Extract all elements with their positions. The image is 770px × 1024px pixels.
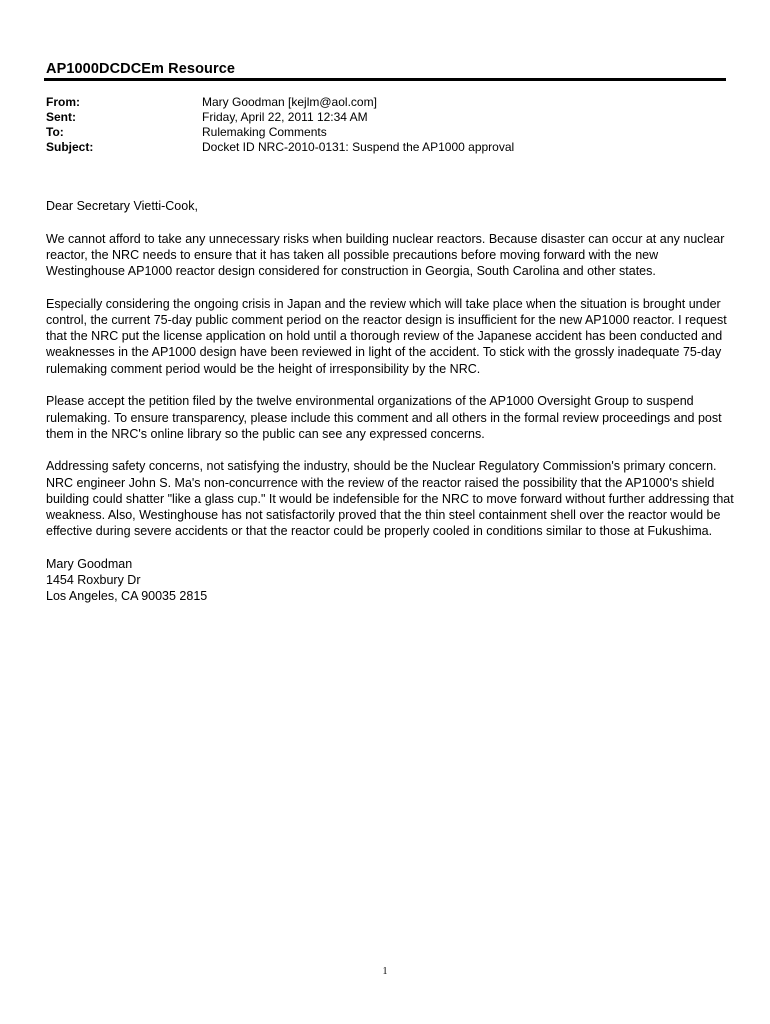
from-label: From:	[46, 95, 80, 109]
email-header-fields	[46, 95, 514, 155]
header-divider	[44, 78, 726, 81]
to-label: To:	[46, 125, 64, 139]
body-paragraph: Please accept the petition filed by the twelve environmental organizations of the AP1000 Oversight Group to suspend rulemaking. To ensure transparency, please include this comment and all others in the formal review proceedings and post them in the NRC's online library so the public can see any expressed concerns.	[46, 394, 722, 441]
body-paragraph: We cannot afford to take any unnecessary risks when building nuclear reactors. Because disaster can occur at any nuclear reactor, the NRC needs to ensure that it has taken all possible precautions before moving forward with the new Westinghouse AP1000 reactor design considered for construction in Georgia, South Carolina and other states.	[46, 231, 725, 279]
sent-value: Friday, April 22, 2011 12:34 AM	[202, 110, 368, 124]
sent-label: Sent:	[46, 110, 76, 124]
to-value: Rulemaking Comments	[202, 125, 327, 139]
subject-value: Docket ID NRC-2010-0131: Suspend the AP1000 approval	[202, 140, 515, 154]
subject-label: Subject:	[46, 140, 94, 154]
signature-street: 1454 Roxbury Dr	[46, 573, 141, 588]
to-row	[46, 125, 514, 140]
signature-city: Los Angeles, CA 90035 2815	[46, 589, 208, 604]
subject-row	[46, 140, 514, 155]
sent-row	[46, 110, 514, 125]
email-body	[46, 198, 736, 605]
greeting: Dear Secretary Vietti-Cook,	[46, 199, 198, 213]
page-number: 1	[382, 966, 388, 977]
document-title: AP1000DCDCEm Resource	[46, 61, 236, 77]
signature-name: Mary Goodman	[46, 556, 133, 571]
from-value: Mary Goodman [kejlm@aol.com]	[202, 95, 377, 109]
signature-block	[46, 556, 736, 605]
body-paragraph: Addressing safety concerns, not satisfying the industry, should be the Nuclear Regulatory Commission's primary concern. NRC engineer John S. Ma's non-concurrence with the review of the reactor raised the possibility that the AP1000's shield building could shatter "like a glass cup." It would be indefensible for the NRC to move forward without further addressing that weakness. Also, Westinghouse has not satisfactorily proved that the thin steel containment shell over the reactor would be effective during severe accidents or that the reactor could be properly cooled in conditions similar to those at Fukushima.	[46, 459, 734, 539]
body-paragraph: Especially considering the ongoing crisis in Japan and the review which will take place when the situation is brought under control, the current 75-day public comment period on the reactor design is insufficient for the new AP1000 reactor. I request that the NRC put the license application on hold until a thorough review of the Japanese accident has been conducted and weaknesses in the AP1000 design have been reviewed in light of the accident. To stick with the grossly inadequate 75-day rulemaking comment period would be the height of irresponsibility by the NRC.	[46, 296, 727, 376]
from-row	[46, 95, 514, 110]
